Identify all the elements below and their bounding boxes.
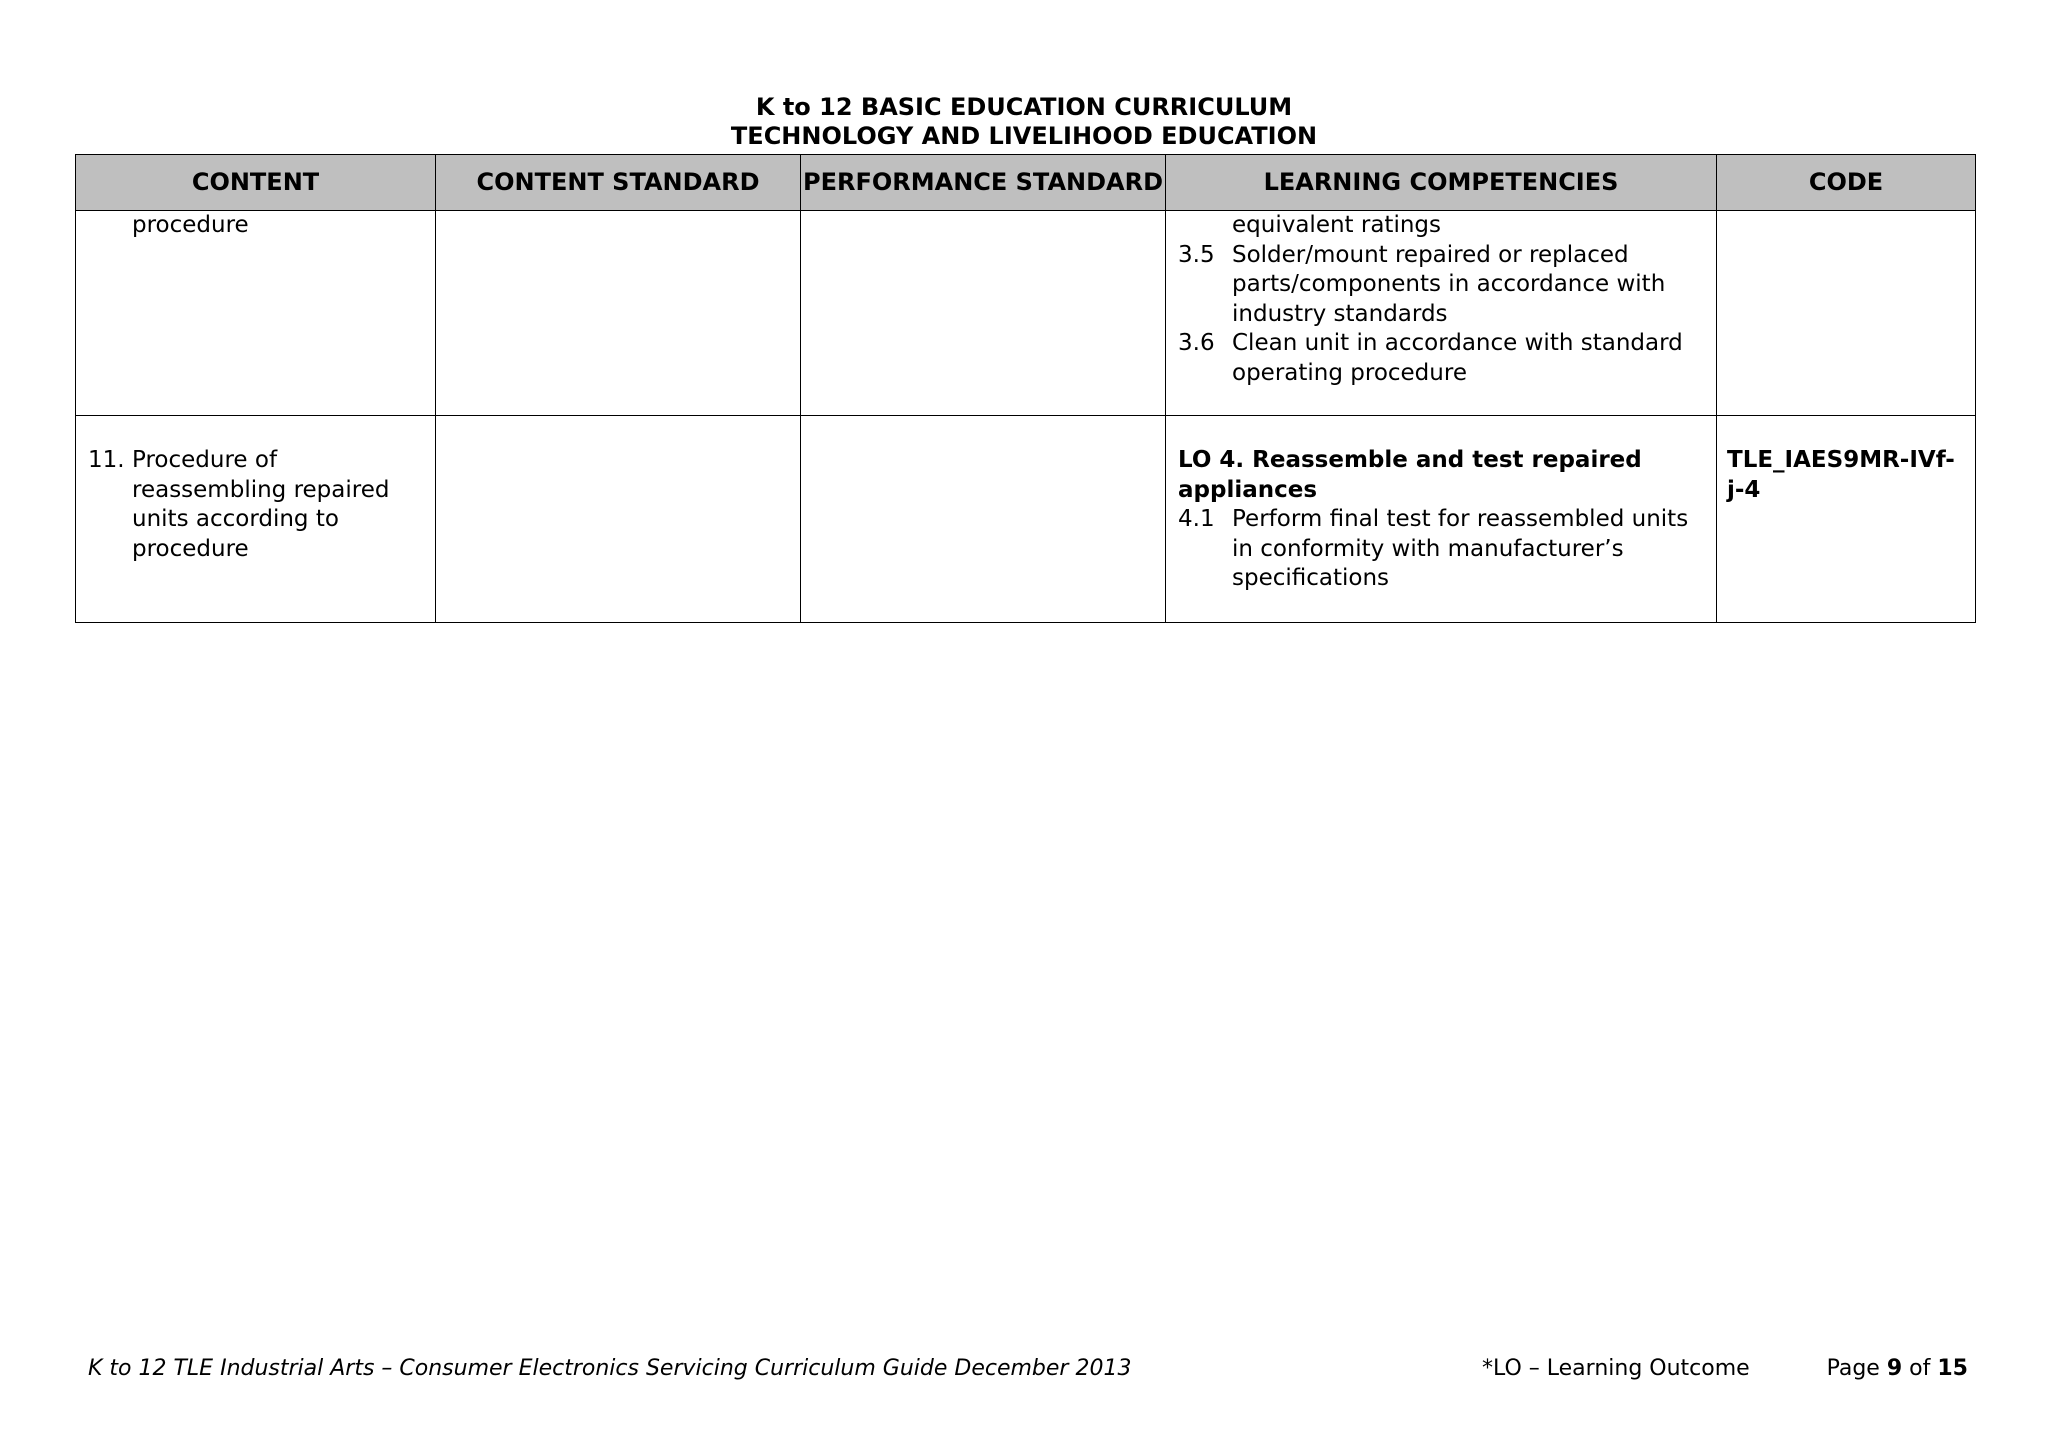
learning-competencies-cell xyxy=(1166,211,1717,416)
competency-item xyxy=(1178,329,1702,388)
document-header xyxy=(0,93,2048,151)
competency-number: 3.6 xyxy=(1178,330,1215,356)
content-item xyxy=(88,446,423,564)
column-header-content: CONTENT xyxy=(76,155,436,211)
content-standard-cell xyxy=(436,211,801,416)
curriculum-title: K to 12 BASIC EDUCATION CURRICULUM xyxy=(755,93,1293,121)
column-header-content-standard: CONTENT STANDARD xyxy=(436,155,801,211)
table-row xyxy=(76,416,1976,623)
content-text: Procedure of reassembling repaired units according to procedure xyxy=(132,447,390,562)
page-current: 9 xyxy=(1886,1356,1903,1381)
competency-item xyxy=(1178,505,1702,594)
curriculum-table xyxy=(75,154,1976,623)
competency-number: 3.5 xyxy=(1178,241,1215,268)
column-header-learning-competencies: LEARNING COMPETENCIES xyxy=(1166,155,1717,211)
content-cell xyxy=(76,211,436,416)
competency-item xyxy=(1178,241,1702,330)
content-continued: procedure xyxy=(132,212,249,238)
performance-standard-cell xyxy=(801,416,1166,623)
competency-text: Solder/mount repaired or replaced parts/components in accordance with industry standards xyxy=(1232,241,1666,327)
performance-standard-cell xyxy=(801,211,1166,416)
competency-code: TLE_IAES9MR-IVf-j-4 xyxy=(1727,447,1955,503)
learning-competencies-cell xyxy=(1166,416,1717,623)
content-cell xyxy=(76,416,436,623)
page-number xyxy=(1827,1355,1968,1383)
content-standard-cell xyxy=(436,416,801,623)
page-of: of xyxy=(1909,1356,1931,1381)
learning-outcome-heading: LO 4. Reassemble and test repaired appliances xyxy=(1178,447,1642,503)
lo-footnote: *LO – Learning Outcome xyxy=(1482,1356,1750,1381)
competency-text: Clean unit in accordance with standard operating procedure xyxy=(1232,330,1683,386)
table-header-row xyxy=(76,155,1976,211)
competency-text: Perform final test for reassembled units in conformity with manufacturer’s specifications xyxy=(1232,506,1689,591)
subject-title: TECHNOLOGY AND LIVELIHOOD EDUCATION xyxy=(730,122,1318,150)
code-cell xyxy=(1717,211,1976,416)
content-number: 11. xyxy=(88,447,125,473)
column-header-code: CODE xyxy=(1717,155,1976,211)
competency-number: 4.1 xyxy=(1178,506,1215,532)
page-total: 15 xyxy=(1937,1356,1968,1381)
page-prefix: Page xyxy=(1826,1356,1880,1381)
competency-continued: equivalent ratings xyxy=(1232,212,1441,238)
code-cell xyxy=(1717,416,1976,623)
guide-title: K to 12 TLE Industrial Arts – Consumer Electronics Servicing Curriculum Guide December 2013 xyxy=(88,1356,1132,1381)
table-row xyxy=(76,211,1976,416)
column-header-performance-standard: PERFORMANCE STANDARD xyxy=(801,155,1166,211)
